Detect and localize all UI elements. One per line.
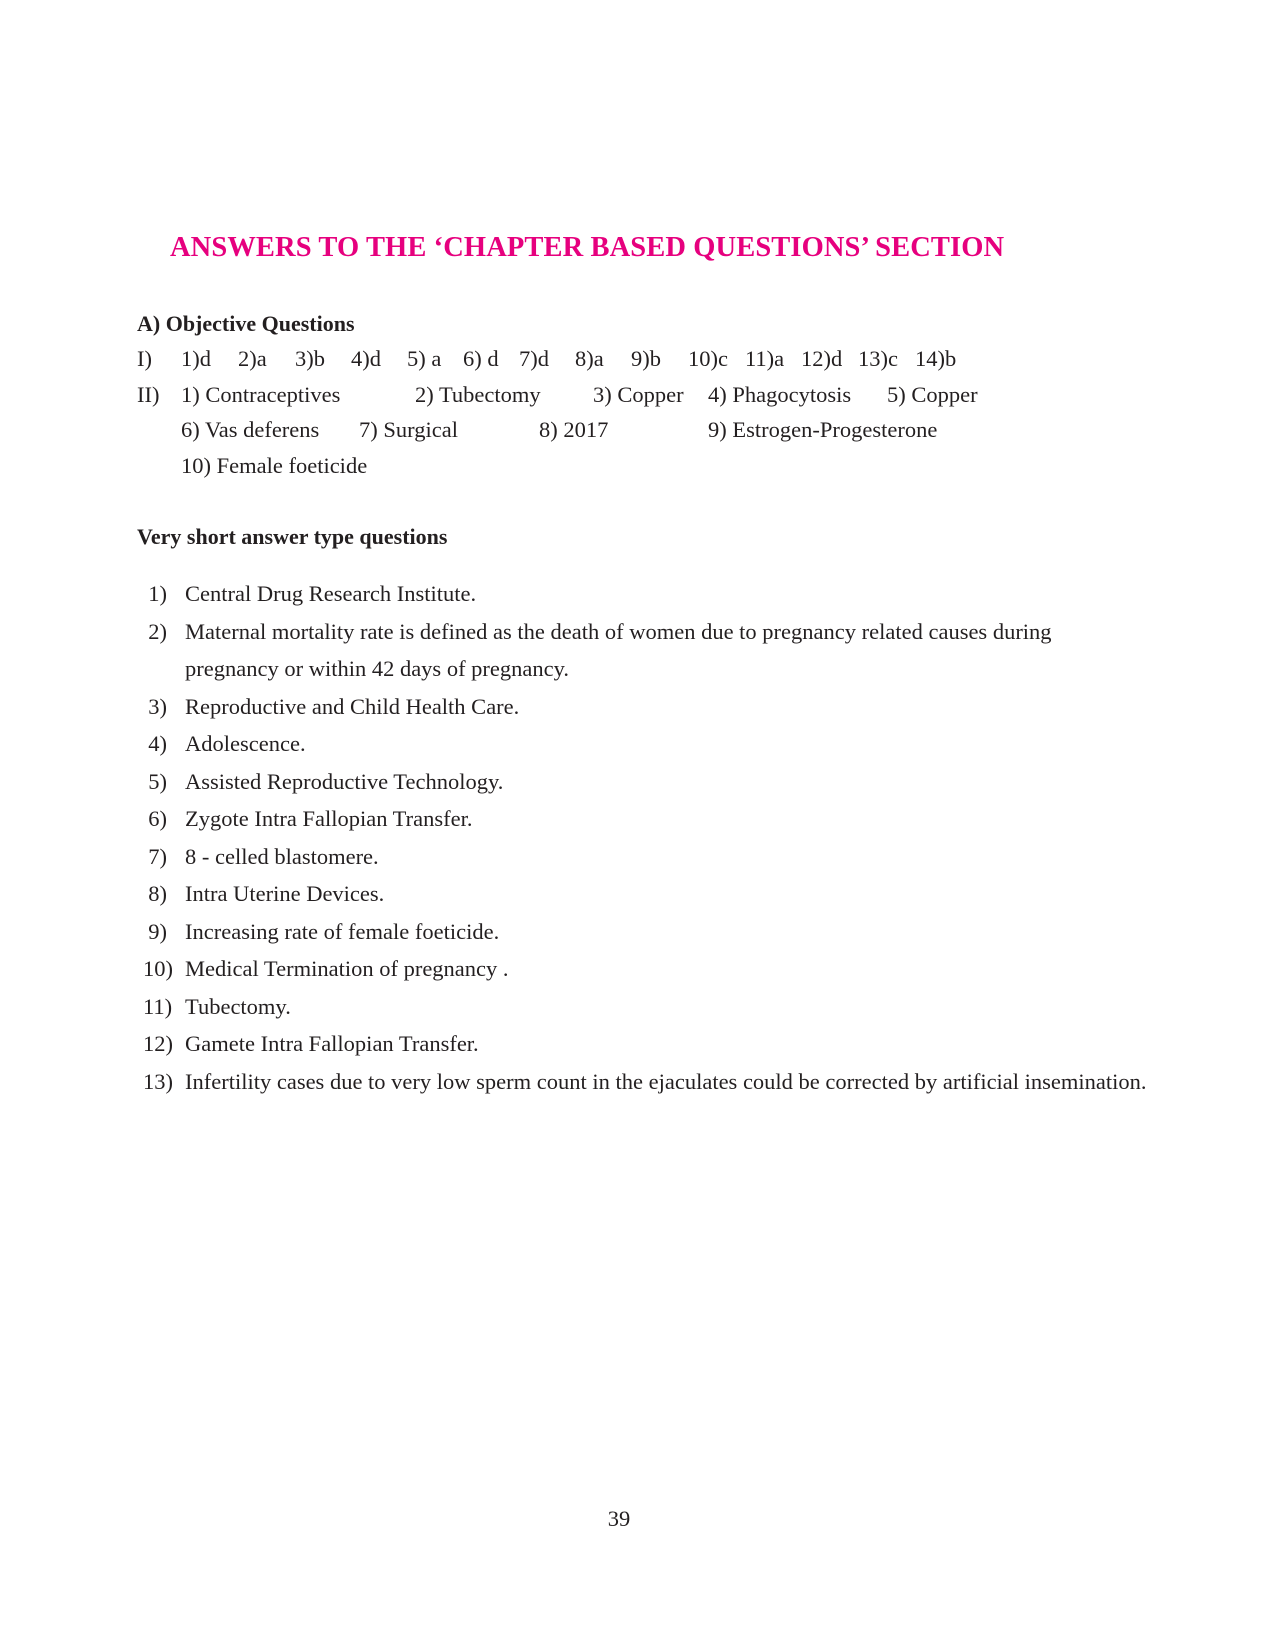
list-item	[137, 875, 1147, 913]
item-number: 5)	[148, 768, 167, 794]
item-text: Increasing rate of female foeticide.	[185, 918, 500, 944]
list-item	[137, 613, 1147, 688]
answer-item: 5) Copper	[887, 382, 978, 407]
item-number: 4)	[148, 731, 167, 756]
answer-item: 10)c	[688, 346, 728, 371]
item-number: 6)	[148, 806, 167, 831]
item-number: 12)	[143, 1031, 173, 1056]
list-item	[137, 800, 1147, 838]
list-item	[137, 913, 1147, 951]
item-number: 10)	[143, 956, 173, 981]
answer-item: 2)a	[238, 346, 267, 371]
list-item	[137, 988, 1147, 1026]
answer-item: 11)a	[745, 346, 785, 371]
objective-questions-heading: A) Objective Questions	[137, 311, 355, 336]
item-number: 2)	[148, 618, 167, 644]
item-number: 1)	[148, 581, 167, 606]
list-item	[137, 838, 1147, 876]
answer-item: 3) Copper	[593, 382, 684, 407]
item-number: 9)	[148, 918, 167, 944]
list-item	[137, 1025, 1147, 1063]
item-number: 13)	[143, 1068, 173, 1094]
item-text: Tubectomy.	[185, 993, 291, 1019]
list-item	[137, 575, 1147, 613]
answer-item: 2) Tubectomy	[415, 382, 541, 407]
item-text: Zygote Intra Fallopian Transfer.	[185, 806, 473, 831]
very-short-answers-heading: Very short answer type questions	[137, 524, 448, 549]
answer-item: 14)b	[915, 346, 957, 371]
item-number: 7)	[148, 843, 167, 869]
item-text: Medical Termination of pregnancy .	[185, 956, 509, 981]
list-item	[137, 1063, 1147, 1101]
answer-item: 9) Estrogen-Progesterone	[708, 417, 938, 442]
objective-part1-row	[137, 346, 1137, 376]
answer-item: 8)a	[575, 346, 604, 371]
item-text: Reproductive and Child Health Care.	[185, 693, 520, 719]
objective-part2-row	[137, 453, 1137, 483]
part2-label: II)	[137, 382, 160, 407]
item-number: 8)	[148, 881, 167, 906]
answer-item: 10) Female foeticide	[181, 453, 368, 478]
answer-item: 5) a	[407, 346, 442, 371]
answer-item: 12)d	[801, 346, 843, 371]
answer-item: 4)d	[351, 346, 381, 371]
answer-item: 3)b	[295, 346, 325, 371]
list-item	[137, 763, 1147, 801]
page-number: 39	[607, 1506, 631, 1531]
page-title: ANSWERS TO THE ‘CHAPTER BASED QUESTIONS’ SECTION	[170, 232, 1005, 263]
item-text: Central Drug Research Institute.	[185, 581, 477, 606]
answer-item: 7) Surgical	[359, 417, 458, 442]
part1-label: I)	[137, 346, 152, 371]
item-text: Infertility cases due to very low sperm count in the ejaculates could be corrected by artificial insemination.	[185, 1068, 1147, 1094]
item-text: Assisted Reproductive Technology.	[185, 768, 504, 794]
answer-item: 6) Vas deferens	[181, 417, 320, 442]
answer-item: 7)d	[519, 346, 549, 371]
item-text: Maternal mortality rate is defined as the death of women due to pregnancy related causes during pregnancy or within 42 days of pregnancy.	[185, 618, 1052, 681]
answer-item: 9)b	[631, 346, 661, 371]
item-text: Intra Uterine Devices.	[185, 881, 385, 906]
list-item	[137, 950, 1147, 988]
very-short-answer-list	[137, 575, 1147, 1100]
answer-item: 13)c	[858, 346, 898, 371]
answer-item: 6) d	[463, 346, 499, 371]
item-text: Adolescence.	[185, 731, 306, 756]
objective-part2-row	[137, 382, 1137, 412]
answer-item: 1) Contraceptives	[181, 382, 341, 407]
objective-part2-row	[137, 417, 1137, 447]
answer-item: 8) 2017	[539, 417, 609, 442]
item-text: Gamete Intra Fallopian Transfer.	[185, 1031, 479, 1056]
item-number: 3)	[148, 693, 167, 719]
item-number: 11)	[143, 993, 173, 1019]
answer-item: 4) Phagocytosis	[708, 382, 852, 407]
item-text: 8 - celled blastomere.	[185, 843, 379, 869]
list-item	[137, 688, 1147, 726]
list-item	[137, 725, 1147, 763]
answer-item: 1)d	[181, 346, 211, 371]
